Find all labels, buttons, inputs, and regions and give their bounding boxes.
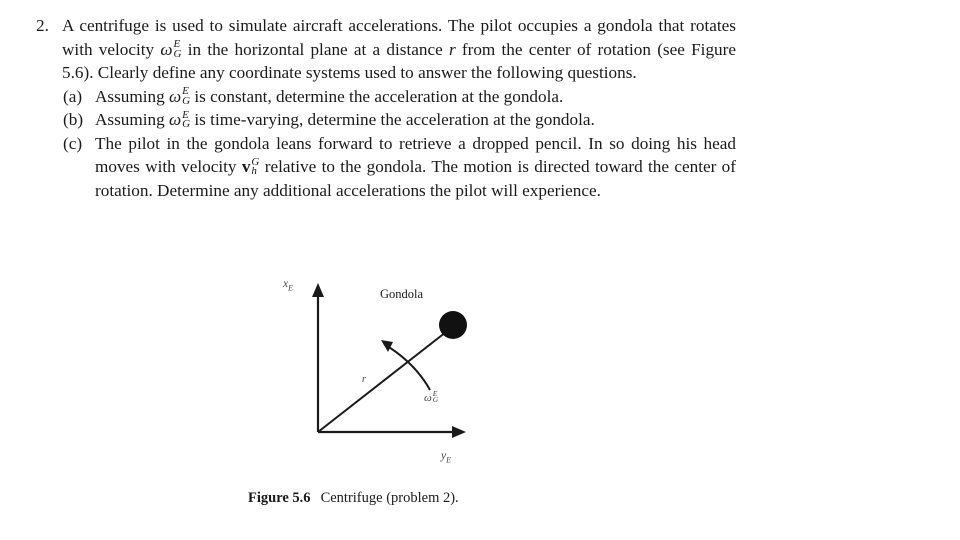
figure-caption <box>248 490 459 507</box>
omega-figure-label <box>424 389 439 405</box>
part-text-1: Assuming <box>95 110 170 129</box>
v-superscript: G <box>251 155 260 168</box>
omega-superscript: E <box>182 85 189 98</box>
x-axis-label <box>283 278 293 292</box>
part-text-1: Assuming <box>95 86 170 106</box>
omega-superscript: E <box>173 38 181 51</box>
v-symbol: v <box>241 157 251 176</box>
omega-superscript: E <box>182 108 189 121</box>
part-label: (c) <box>63 133 83 153</box>
figure-caption-text: Centrifuge (problem 2). <box>320 490 459 506</box>
y-axis-subscript: E <box>446 455 451 465</box>
part-text-2: is time-varying, determine the acceleration at the gondola. <box>190 110 595 129</box>
omega-symbol: ω <box>160 39 173 59</box>
omega-subscript: G <box>173 47 182 60</box>
radius-label: r <box>362 374 366 385</box>
part-text-2: relative to the gondola. The motion is directed toward the center of rotation. Determine any additional accelerations the pilot will experience. <box>95 157 736 200</box>
omega-symbol: ω <box>169 86 182 106</box>
y-axis-arrowhead <box>452 426 466 438</box>
v-subscript: h <box>251 165 257 178</box>
stem-text-2: in the horizontal plane at a distance <box>181 39 449 59</box>
y-axis-letter: y <box>441 450 447 462</box>
x-axis-subscript: E <box>288 283 293 293</box>
part-label: (a) <box>63 86 83 106</box>
omega-symbol: ω <box>169 110 182 129</box>
stem-text-3: from the center of rotation (see Figure 5.6). Clearly define any coordinate systems used to answer the following questions. <box>62 39 736 82</box>
r-symbol: r <box>448 39 456 59</box>
omega-subscript: G <box>182 94 191 107</box>
gondola-circle <box>439 311 467 339</box>
omega-subscript: G <box>182 118 191 131</box>
radius-arm <box>318 332 446 432</box>
stem-text-1: A centrifuge is used to simulate aircraft accelerations. The pilot occupies a gondola that rotates with velocity <box>62 16 736 59</box>
omega-figure-subscript: G <box>432 395 439 405</box>
gondola-label: Gondola <box>380 287 424 301</box>
problem-number: 2. <box>36 16 49 35</box>
part-text-1: The pilot in the gondola leans forward to retrieve a dropped pencil. In so doing his head moves with velocity <box>95 133 736 176</box>
omega-figure-symbol: ω <box>424 392 432 404</box>
x-axis-letter: x <box>283 278 289 290</box>
y-axis-label <box>441 450 451 464</box>
part-label: (b) <box>63 110 84 129</box>
rotation-arrowhead <box>381 340 393 352</box>
omega-figure-superscript: E <box>432 389 438 399</box>
figure-number: Figure 5.6 <box>248 490 311 506</box>
omega-figure-scripts <box>433 391 438 404</box>
x-axis-arrowhead <box>312 283 324 297</box>
part-text-2: is constant, determine the acceleration at the gondola. <box>190 86 564 106</box>
